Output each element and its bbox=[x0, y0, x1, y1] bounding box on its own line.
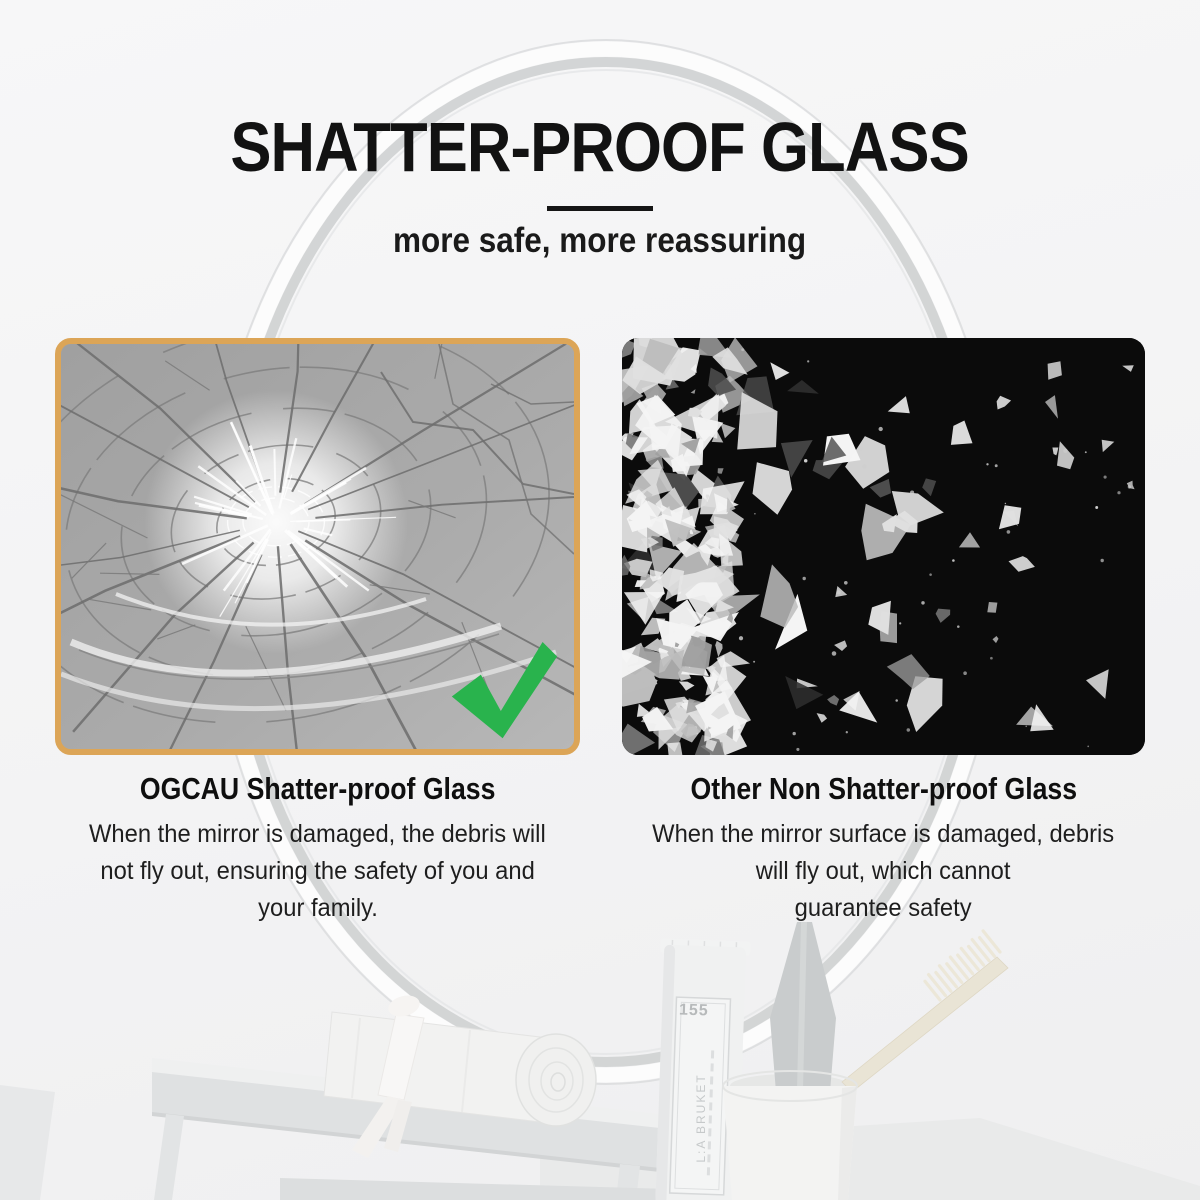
non-shatterproof-glass-image-panel bbox=[622, 338, 1145, 755]
toothpaste-label-number: 155 bbox=[678, 1001, 710, 1020]
right-caption-line: guarantee safety bbox=[795, 894, 972, 922]
left-caption-line: your family. bbox=[257, 894, 378, 922]
toothpaste-brand-text: L:A BRUKET bbox=[694, 1073, 708, 1163]
right-caption bbox=[622, 770, 1145, 927]
right-caption-line: When the mirror surface is damaged, debris bbox=[652, 820, 1115, 848]
toothbrush-cup-graphic bbox=[723, 1071, 857, 1200]
right-caption-line: will fly out, which cannot bbox=[756, 857, 1011, 885]
page-subtitle: more safe, more reassuring bbox=[393, 221, 807, 260]
title-divider bbox=[547, 206, 653, 211]
page-header bbox=[0, 108, 1200, 186]
left-caption-heading: OGCAU Shatter-proof Glass bbox=[139, 771, 496, 806]
right-caption-heading: Other Non Shatter-proof Glass bbox=[690, 771, 1077, 806]
shatterproof-glass-image-panel bbox=[55, 338, 580, 755]
page-title: SHATTER-PROOF GLASS bbox=[230, 108, 970, 186]
right-caption-body bbox=[622, 816, 1145, 927]
left-caption-line: not fly out, ensuring the safety of you and bbox=[100, 857, 535, 885]
left-caption-body bbox=[55, 816, 580, 927]
left-caption-line: When the mirror is damaged, the debris will bbox=[89, 820, 546, 848]
check-icon bbox=[450, 635, 568, 747]
gray-toothbrush-graphic bbox=[770, 922, 836, 1092]
left-caption bbox=[55, 770, 580, 927]
exploding-glass-graphic bbox=[622, 338, 1145, 755]
page-subheader bbox=[0, 220, 1200, 262]
